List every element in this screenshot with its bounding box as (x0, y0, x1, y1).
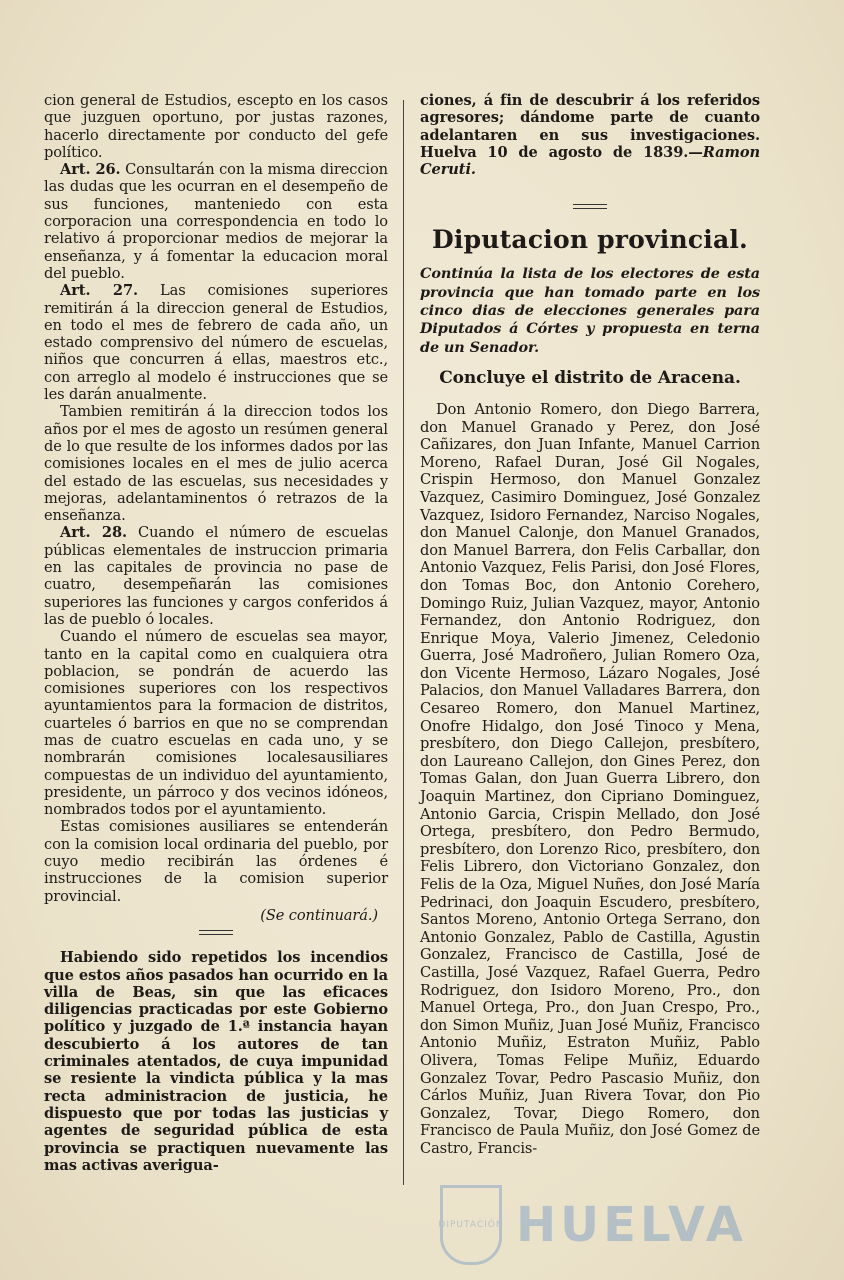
left-column (44, 92, 388, 1174)
article-text: Cuando el número de escuelas públicas elementales de instruccion primaria en las capitales de provincia no pase de cuatro, desempeñarán las comisiones superiores las funciones y cargos conferidos á las de pueblo ó locales. (44, 524, 388, 628)
article-label: Art. 28. (60, 524, 127, 542)
notice-first-word: Habiendo (60, 949, 139, 967)
fire-notice (44, 949, 388, 1174)
shield-icon (440, 1185, 502, 1265)
paragraph-estas: Estas comisiones ausiliares se entenderán con la comision local ordinaria del pueblo, por cuyo medio recibirán las órdenes é instrucciones de la comision superior provincial. (44, 818, 388, 905)
continued-note: (Se continuará.) (260, 906, 378, 924)
separator (199, 930, 233, 935)
article-28 (44, 524, 388, 628)
section-title: Diputacion provincial. (432, 225, 748, 255)
section-intro: Continúa la lista de los electores de esta provincia que han tomado parte en los cinco dias de elecciones generales para Diputados á Córtes y propuesta en terna de un Senador. (420, 265, 760, 356)
article-26 (44, 161, 388, 282)
continued-paragraph: cion general de Estudios, escepto en los casos que juzguen oportuno, por justas razones, hacerlo directamente por conducto del gefe político. (44, 92, 388, 161)
paragraph-cuando: Cuando el número de escuelas sea mayor, tanto en la capital como en cualquiera otra poblacion, se pondrán de acuerdo las comisiones superiores con los respectivos ayuntamientos para la formacion de distritos, cuarteles ó barrios en que no se comprendan mas de cuatro escuelas en cada uno, y se nombrarán comisiones localesausiliares compuestas de un individuo del ayuntamiento, presidente, un párroco y dos vecinos idóneos, nombrados todos por el ayuntamiento. (44, 628, 388, 819)
electors-list: Don Antonio Romero, don Diego Barrera, don Manuel Granado y Perez, don José Cañizares, don Juan Infante, Manuel Carrion Moreno, Rafael Duran, José Gil Nogales, Crispin Hermoso, don Manuel Gonzalez Vazquez, Casimiro Dominguez, José Gonzalez Vazquez, Isidoro Fernandez, Narciso Nogales, don Manuel Calonje, don Manuel Granados, don Manuel Barrera, don Felis Carballar, don Antonio Vazquez, Felis Parisi, don José Flores, don Tomas Boc, don Antonio Corehero, Domingo Ruiz, Julian Vazquez, mayor, Antonio Fernandez, don Antonio Rodriguez, don Enrique Moya, Valerio Jimenez, Celedonio Guerra, José Madroñero, Julian Romero Oza, don Vicente Hermoso, Lázaro Nogales, José Palacios, don Manuel Valladares Barrera, don Cesareo Romero, don Manuel Martinez, Onofre Hidalgo, don José Tinoco y Mena, presbítero, don Diego Callejon, presbítero, don Laureano Callejon, don Gines Perez, don Tomas Galan, don Juan Guerra Librero, don Joaquin Martinez, don Cipriano Dominguez, Antonio Garcia, Crispin Mellado, don José Ortega, presbítero, don Pedro Bermudo, presbítero, don Lorenzo Rico, presbítero, don Felis Librero, don Victoriano Gonzalez, don Felis de la Oza, Miguel Nuñes, don José María Pedrinaci, don Joaquin Escudero, presbítero, Santos Moreno, Antonio Ortega Serrano, don Antonio Gonzalez, Pablo de Castilla, Agustin Gonzalez, Francisco de Castilla, José de Castilla, José Vazquez, Rafael Guerra, Pedro Rodriguez, don Isidoro Moreno, Pro., don Manuel Ortega, Pro., don Juan Crespo, Pro., don Simon Muñiz, Juan José Muñiz, Francisco Antonio Muñiz, Estraton Muñiz, Pablo Olivera, Tomas Felipe Muñiz, Eduardo Gonzalez Tovar, Pedro Pascasio Muñiz, don Cárlos Muñiz, Juan Rivera Tovar, don Pio Gonzalez, Tovar, Diego Romero, don Francisco de Paula Muñiz, don José Gomez de Castro, Francis- (420, 400, 760, 1157)
article-label: Art. 26. (60, 161, 121, 179)
watermark-word: HUELVA (516, 1197, 747, 1253)
district-heading: Concluye el distrito de Aracena. (439, 367, 741, 388)
paragraph-tambien: Tambien remitirán á la direccion todos los años por el mes de agosto un resúmen general de lo que resulte de los informes dados por las comisiones locales en el mes de julio acerca del estado de las escuelas, sus necesidades y mejoras, adelantaminentos ó retrazos de la enseñanza. (44, 403, 388, 525)
notice-text: sido repetidos los incendios que estos años pasados han ocurrido en la villa de Beas, sin que las eficaces diligencias practicadas por este Gobierno político y juzgado de 1.ª instancia hayan descubierto á los autores de tan criminales atentados, de cuya impunidad se resiente la vindicta pública y la mas recta administracion de justicia, he dispuesto que por todas las justicias y agentes de seguridad pública de esta provincia se practiquen nuevamente las mas activas averigua- (44, 949, 388, 1174)
signature: Ramon Ceruti. (420, 143, 760, 179)
article-label: Art. 27. (60, 282, 138, 300)
column-rule (403, 100, 404, 1185)
article-text: Las comisiones superiores remitirán á la direccion general de Estudios, en todo el mes de febrero de cada año, un estado comprensivo del número de escuelas, niños que concurren á ellas, maestros etc., con arreglo al modelo é instrucciones que se les darán anualmente. (44, 282, 388, 404)
right-column (420, 92, 760, 1158)
separator (573, 204, 607, 209)
notice-cont-text: ciones, á fin de descubrir á los referidos agresores; dándome parte de cuanto adelantaren en sus investigaciones. Huelva 10 de agosto de 1839.— (420, 92, 760, 161)
huelva-watermark (440, 1175, 770, 1275)
article-27 (44, 282, 388, 403)
notice-continuation (420, 92, 760, 178)
article-text: Consultarán con la misma direccion las dudas que les ocurran en el desempeño de sus funciones, manteniedo con esta corporacion una correspondencia en todo lo relativo á proporcionar medios de mejorar la enseñanza, y á fomentar la educacion moral del pueblo. (44, 161, 388, 282)
watermark-small-text: DIPUTACIÓN (438, 1220, 504, 1230)
